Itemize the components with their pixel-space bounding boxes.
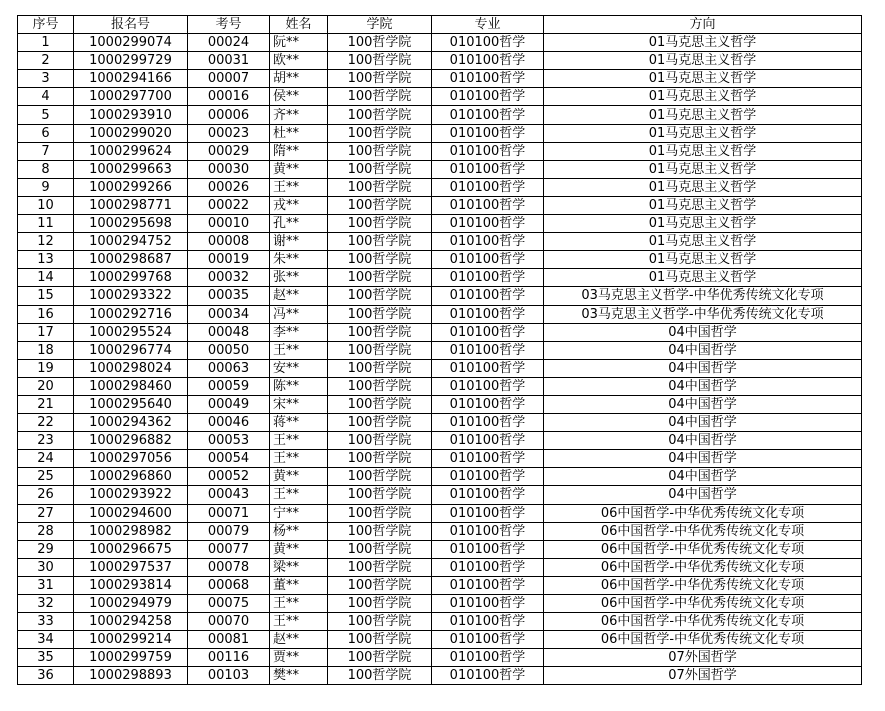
cell-major: 010100哲学 (432, 522, 544, 540)
cell-name: 谢** (270, 233, 328, 251)
cell-seq: 19 (18, 359, 74, 377)
cell-name: 董** (270, 576, 328, 594)
table-row (18, 269, 862, 287)
cell-seq: 7 (18, 142, 74, 160)
cell-name: 梁** (270, 558, 328, 576)
cell-registration-no: 1000297056 (74, 450, 188, 468)
table-row (18, 450, 862, 468)
cell-school: 100哲学院 (328, 576, 432, 594)
header-school: 学院 (328, 16, 432, 34)
table-row (18, 613, 862, 631)
cell-school: 100哲学院 (328, 233, 432, 251)
cell-major: 010100哲学 (432, 450, 544, 468)
cell-major: 010100哲学 (432, 667, 544, 685)
cell-exam-no: 00023 (188, 124, 270, 142)
cell-direction: 04中国哲学 (544, 341, 862, 359)
cell-registration-no: 1000294362 (74, 414, 188, 432)
cell-exam-no: 00029 (188, 142, 270, 160)
table-row (18, 160, 862, 178)
cell-school: 100哲学院 (328, 377, 432, 395)
cell-school: 100哲学院 (328, 196, 432, 214)
cell-seq: 13 (18, 251, 74, 269)
cell-name: 王** (270, 450, 328, 468)
cell-name: 蒋** (270, 414, 328, 432)
cell-direction: 01马克思主义哲学 (544, 178, 862, 196)
cell-school: 100哲学院 (328, 106, 432, 124)
cell-registration-no: 1000298460 (74, 377, 188, 395)
cell-major: 010100哲学 (432, 160, 544, 178)
cell-direction: 03马克思主义哲学-中华优秀传统文化专项 (544, 305, 862, 323)
cell-direction: 01马克思主义哲学 (544, 160, 862, 178)
cell-direction: 04中国哲学 (544, 486, 862, 504)
cell-school: 100哲学院 (328, 486, 432, 504)
cell-name: 宁** (270, 504, 328, 522)
cell-exam-no: 00054 (188, 450, 270, 468)
cell-school: 100哲学院 (328, 468, 432, 486)
cell-registration-no: 1000292716 (74, 305, 188, 323)
cell-name: 宋** (270, 395, 328, 413)
cell-direction: 01马克思主义哲学 (544, 251, 862, 269)
cell-school: 100哲学院 (328, 667, 432, 685)
cell-exam-no: 00046 (188, 414, 270, 432)
cell-registration-no: 1000296860 (74, 468, 188, 486)
cell-exam-no: 00079 (188, 522, 270, 540)
cell-registration-no: 1000297537 (74, 558, 188, 576)
cell-direction: 04中国哲学 (544, 450, 862, 468)
table-row (18, 631, 862, 649)
cell-exam-no: 00007 (188, 70, 270, 88)
cell-school: 100哲学院 (328, 504, 432, 522)
cell-exam-no: 00032 (188, 269, 270, 287)
cell-exam-no: 00077 (188, 540, 270, 558)
cell-school: 100哲学院 (328, 70, 432, 88)
cell-school: 100哲学院 (328, 595, 432, 613)
cell-school: 100哲学院 (328, 269, 432, 287)
cell-name: 王** (270, 595, 328, 613)
cell-school: 100哲学院 (328, 540, 432, 558)
cell-exam-no: 00116 (188, 649, 270, 667)
cell-seq: 35 (18, 649, 74, 667)
cell-name: 孔** (270, 215, 328, 233)
cell-direction: 01马克思主义哲学 (544, 142, 862, 160)
cell-registration-no: 1000294258 (74, 613, 188, 631)
table-row (18, 359, 862, 377)
cell-seq: 14 (18, 269, 74, 287)
cell-registration-no: 1000298893 (74, 667, 188, 685)
table-row (18, 124, 862, 142)
cell-registration-no: 1000299768 (74, 269, 188, 287)
cell-seq: 11 (18, 215, 74, 233)
cell-major: 010100哲学 (432, 432, 544, 450)
cell-exam-no: 00103 (188, 667, 270, 685)
cell-seq: 26 (18, 486, 74, 504)
cell-seq: 20 (18, 377, 74, 395)
cell-registration-no: 1000294166 (74, 70, 188, 88)
cell-seq: 8 (18, 160, 74, 178)
cell-seq: 12 (18, 233, 74, 251)
cell-major: 010100哲学 (432, 558, 544, 576)
cell-registration-no: 1000295698 (74, 215, 188, 233)
cell-exam-no: 00081 (188, 631, 270, 649)
cell-major: 010100哲学 (432, 576, 544, 594)
cell-registration-no: 1000299663 (74, 160, 188, 178)
cell-major: 010100哲学 (432, 377, 544, 395)
cell-registration-no: 1000299624 (74, 142, 188, 160)
cell-name: 李** (270, 323, 328, 341)
cell-school: 100哲学院 (328, 432, 432, 450)
table-row (18, 341, 862, 359)
cell-school: 100哲学院 (328, 359, 432, 377)
cell-name: 樊** (270, 667, 328, 685)
cell-major: 010100哲学 (432, 359, 544, 377)
cell-name: 侯** (270, 88, 328, 106)
cell-direction: 01马克思主义哲学 (544, 124, 862, 142)
cell-seq: 6 (18, 124, 74, 142)
cell-exam-no: 00071 (188, 504, 270, 522)
cell-direction: 06中国哲学-中华优秀传统文化专项 (544, 595, 862, 613)
cell-direction: 04中国哲学 (544, 323, 862, 341)
cell-major: 010100哲学 (432, 323, 544, 341)
cell-name: 陈** (270, 377, 328, 395)
cell-exam-no: 00026 (188, 178, 270, 196)
cell-exam-no: 00052 (188, 468, 270, 486)
cell-registration-no: 1000296675 (74, 540, 188, 558)
cell-name: 胡** (270, 70, 328, 88)
table-row (18, 377, 862, 395)
cell-direction: 06中国哲学-中华优秀传统文化专项 (544, 558, 862, 576)
cell-registration-no: 1000297700 (74, 88, 188, 106)
table-row (18, 52, 862, 70)
cell-exam-no: 00008 (188, 233, 270, 251)
cell-direction: 01马克思主义哲学 (544, 233, 862, 251)
cell-major: 010100哲学 (432, 395, 544, 413)
cell-major: 010100哲学 (432, 341, 544, 359)
cell-seq: 17 (18, 323, 74, 341)
cell-exam-no: 00063 (188, 359, 270, 377)
cell-name: 冯** (270, 305, 328, 323)
cell-seq: 31 (18, 576, 74, 594)
cell-major: 010100哲学 (432, 468, 544, 486)
cell-seq: 5 (18, 106, 74, 124)
cell-school: 100哲学院 (328, 414, 432, 432)
cell-exam-no: 00022 (188, 196, 270, 214)
cell-exam-no: 00019 (188, 251, 270, 269)
cell-registration-no: 1000298982 (74, 522, 188, 540)
cell-direction: 01马克思主义哲学 (544, 215, 862, 233)
cell-seq: 18 (18, 341, 74, 359)
cell-major: 010100哲学 (432, 34, 544, 52)
cell-direction: 04中国哲学 (544, 468, 862, 486)
cell-registration-no: 1000293814 (74, 576, 188, 594)
cell-school: 100哲学院 (328, 558, 432, 576)
cell-seq: 21 (18, 395, 74, 413)
cell-seq: 4 (18, 88, 74, 106)
cell-exam-no: 00031 (188, 52, 270, 70)
cell-name: 戎** (270, 196, 328, 214)
cell-direction: 01马克思主义哲学 (544, 88, 862, 106)
cell-name: 王** (270, 178, 328, 196)
cell-direction: 01马克思主义哲学 (544, 106, 862, 124)
cell-major: 010100哲学 (432, 287, 544, 305)
cell-seq: 32 (18, 595, 74, 613)
table-row (18, 34, 862, 52)
table-row (18, 468, 862, 486)
cell-major: 010100哲学 (432, 106, 544, 124)
cell-school: 100哲学院 (328, 178, 432, 196)
cell-name: 朱** (270, 251, 328, 269)
cell-registration-no: 1000299759 (74, 649, 188, 667)
cell-exam-no: 00035 (188, 287, 270, 305)
cell-registration-no: 1000299729 (74, 52, 188, 70)
cell-registration-no: 1000293922 (74, 486, 188, 504)
cell-registration-no: 1000296774 (74, 341, 188, 359)
table-row (18, 305, 862, 323)
header-major: 专业 (432, 16, 544, 34)
cell-exam-no: 00043 (188, 486, 270, 504)
cell-seq: 33 (18, 613, 74, 631)
cell-exam-no: 00016 (188, 88, 270, 106)
cell-seq: 3 (18, 70, 74, 88)
table-row (18, 667, 862, 685)
cell-direction: 04中国哲学 (544, 377, 862, 395)
cell-school: 100哲学院 (328, 88, 432, 106)
cell-major: 010100哲学 (432, 540, 544, 558)
cell-school: 100哲学院 (328, 631, 432, 649)
cell-major: 010100哲学 (432, 142, 544, 160)
cell-exam-no: 00006 (188, 106, 270, 124)
cell-direction: 01马克思主义哲学 (544, 52, 862, 70)
table-row (18, 522, 862, 540)
cell-seq: 22 (18, 414, 74, 432)
cell-registration-no: 1000298771 (74, 196, 188, 214)
cell-direction: 01马克思主义哲学 (544, 196, 862, 214)
cell-direction: 07外国哲学 (544, 667, 862, 685)
cell-seq: 29 (18, 540, 74, 558)
cell-registration-no: 1000294752 (74, 233, 188, 251)
cell-direction: 03马克思主义哲学-中华优秀传统文化专项 (544, 287, 862, 305)
cell-direction: 04中国哲学 (544, 359, 862, 377)
cell-major: 010100哲学 (432, 196, 544, 214)
cell-seq: 16 (18, 305, 74, 323)
cell-registration-no: 1000299020 (74, 124, 188, 142)
cell-registration-no: 1000299266 (74, 178, 188, 196)
cell-exam-no: 00070 (188, 613, 270, 631)
cell-major: 010100哲学 (432, 631, 544, 649)
table-row (18, 251, 862, 269)
cell-name: 王** (270, 486, 328, 504)
cell-major: 010100哲学 (432, 70, 544, 88)
table-row (18, 215, 862, 233)
table-row (18, 649, 862, 667)
cell-seq: 1 (18, 34, 74, 52)
cell-seq: 23 (18, 432, 74, 450)
cell-name: 安** (270, 359, 328, 377)
cell-exam-no: 00050 (188, 341, 270, 359)
cell-school: 100哲学院 (328, 160, 432, 178)
cell-seq: 10 (18, 196, 74, 214)
cell-direction: 01马克思主义哲学 (544, 70, 862, 88)
cell-seq: 27 (18, 504, 74, 522)
cell-major: 010100哲学 (432, 414, 544, 432)
header-seq: 序号 (18, 16, 74, 34)
cell-direction: 04中国哲学 (544, 395, 862, 413)
table-row (18, 414, 862, 432)
cell-name: 阮** (270, 34, 328, 52)
table-row (18, 88, 862, 106)
cell-direction: 01马克思主义哲学 (544, 34, 862, 52)
cell-registration-no: 1000298024 (74, 359, 188, 377)
cell-direction: 04中国哲学 (544, 414, 862, 432)
admission-list-table (17, 15, 862, 685)
cell-name: 欧** (270, 52, 328, 70)
cell-registration-no: 1000295640 (74, 395, 188, 413)
cell-major: 010100哲学 (432, 124, 544, 142)
cell-registration-no: 1000295524 (74, 323, 188, 341)
table-row (18, 106, 862, 124)
table-row (18, 287, 862, 305)
cell-school: 100哲学院 (328, 341, 432, 359)
cell-name: 杨** (270, 522, 328, 540)
table-row (18, 70, 862, 88)
table-row (18, 486, 862, 504)
cell-name: 隋** (270, 142, 328, 160)
header-exam-no: 考号 (188, 16, 270, 34)
table-row (18, 395, 862, 413)
cell-direction: 06中国哲学-中华优秀传统文化专项 (544, 576, 862, 594)
cell-direction: 06中国哲学-中华优秀传统文化专项 (544, 540, 862, 558)
header-name: 姓名 (270, 16, 328, 34)
cell-school: 100哲学院 (328, 395, 432, 413)
table-row (18, 178, 862, 196)
cell-registration-no: 1000293322 (74, 287, 188, 305)
cell-direction: 06中国哲学-中华优秀传统文化专项 (544, 631, 862, 649)
cell-name: 王** (270, 613, 328, 631)
cell-registration-no: 1000299214 (74, 631, 188, 649)
cell-name: 黄** (270, 540, 328, 558)
cell-name: 赵** (270, 631, 328, 649)
cell-exam-no: 00078 (188, 558, 270, 576)
cell-name: 黄** (270, 468, 328, 486)
cell-exam-no: 00059 (188, 377, 270, 395)
cell-direction: 01马克思主义哲学 (544, 269, 862, 287)
table-row (18, 323, 862, 341)
header-registration-no: 报名号 (74, 16, 188, 34)
cell-seq: 2 (18, 52, 74, 70)
cell-exam-no: 00030 (188, 160, 270, 178)
cell-school: 100哲学院 (328, 305, 432, 323)
cell-major: 010100哲学 (432, 595, 544, 613)
header-direction: 方向 (544, 16, 862, 34)
table-row (18, 595, 862, 613)
cell-exam-no: 00049 (188, 395, 270, 413)
cell-school: 100哲学院 (328, 52, 432, 70)
cell-name: 赵** (270, 287, 328, 305)
cell-direction: 06中国哲学-中华优秀传统文化专项 (544, 522, 862, 540)
table-row (18, 432, 862, 450)
header-row (18, 16, 862, 34)
table-row (18, 196, 862, 214)
cell-seq: 15 (18, 287, 74, 305)
table-row (18, 504, 862, 522)
cell-major: 010100哲学 (432, 613, 544, 631)
cell-major: 010100哲学 (432, 215, 544, 233)
cell-seq: 34 (18, 631, 74, 649)
cell-seq: 24 (18, 450, 74, 468)
cell-name: 王** (270, 341, 328, 359)
cell-registration-no: 1000293910 (74, 106, 188, 124)
cell-registration-no: 1000294600 (74, 504, 188, 522)
cell-major: 010100哲学 (432, 269, 544, 287)
cell-school: 100哲学院 (328, 251, 432, 269)
cell-school: 100哲学院 (328, 522, 432, 540)
cell-name: 贾** (270, 649, 328, 667)
cell-exam-no: 00024 (188, 34, 270, 52)
cell-school: 100哲学院 (328, 124, 432, 142)
cell-registration-no: 1000294979 (74, 595, 188, 613)
cell-direction: 04中国哲学 (544, 432, 862, 450)
cell-exam-no: 00068 (188, 576, 270, 594)
cell-registration-no: 1000296882 (74, 432, 188, 450)
cell-major: 010100哲学 (432, 649, 544, 667)
cell-school: 100哲学院 (328, 613, 432, 631)
cell-direction: 06中国哲学-中华优秀传统文化专项 (544, 613, 862, 631)
cell-school: 100哲学院 (328, 142, 432, 160)
table-row (18, 558, 862, 576)
cell-school: 100哲学院 (328, 34, 432, 52)
cell-major: 010100哲学 (432, 178, 544, 196)
table-row (18, 142, 862, 160)
cell-major: 010100哲学 (432, 52, 544, 70)
cell-major: 010100哲学 (432, 233, 544, 251)
cell-major: 010100哲学 (432, 251, 544, 269)
cell-name: 杜** (270, 124, 328, 142)
cell-school: 100哲学院 (328, 450, 432, 468)
cell-seq: 36 (18, 667, 74, 685)
table-row (18, 233, 862, 251)
cell-name: 张** (270, 269, 328, 287)
cell-major: 010100哲学 (432, 504, 544, 522)
cell-school: 100哲学院 (328, 649, 432, 667)
cell-registration-no: 1000298687 (74, 251, 188, 269)
table-row (18, 540, 862, 558)
cell-seq: 25 (18, 468, 74, 486)
cell-name: 王** (270, 432, 328, 450)
cell-exam-no: 00075 (188, 595, 270, 613)
cell-exam-no: 00010 (188, 215, 270, 233)
cell-seq: 28 (18, 522, 74, 540)
cell-seq: 30 (18, 558, 74, 576)
cell-name: 黄** (270, 160, 328, 178)
cell-school: 100哲学院 (328, 215, 432, 233)
cell-exam-no: 00048 (188, 323, 270, 341)
cell-seq: 9 (18, 178, 74, 196)
cell-name: 齐** (270, 106, 328, 124)
cell-registration-no: 1000299074 (74, 34, 188, 52)
cell-school: 100哲学院 (328, 287, 432, 305)
cell-direction: 07外国哲学 (544, 649, 862, 667)
table-row (18, 576, 862, 594)
cell-exam-no: 00053 (188, 432, 270, 450)
cell-exam-no: 00034 (188, 305, 270, 323)
cell-direction: 06中国哲学-中华优秀传统文化专项 (544, 504, 862, 522)
cell-school: 100哲学院 (328, 323, 432, 341)
cell-major: 010100哲学 (432, 88, 544, 106)
cell-major: 010100哲学 (432, 305, 544, 323)
cell-major: 010100哲学 (432, 486, 544, 504)
